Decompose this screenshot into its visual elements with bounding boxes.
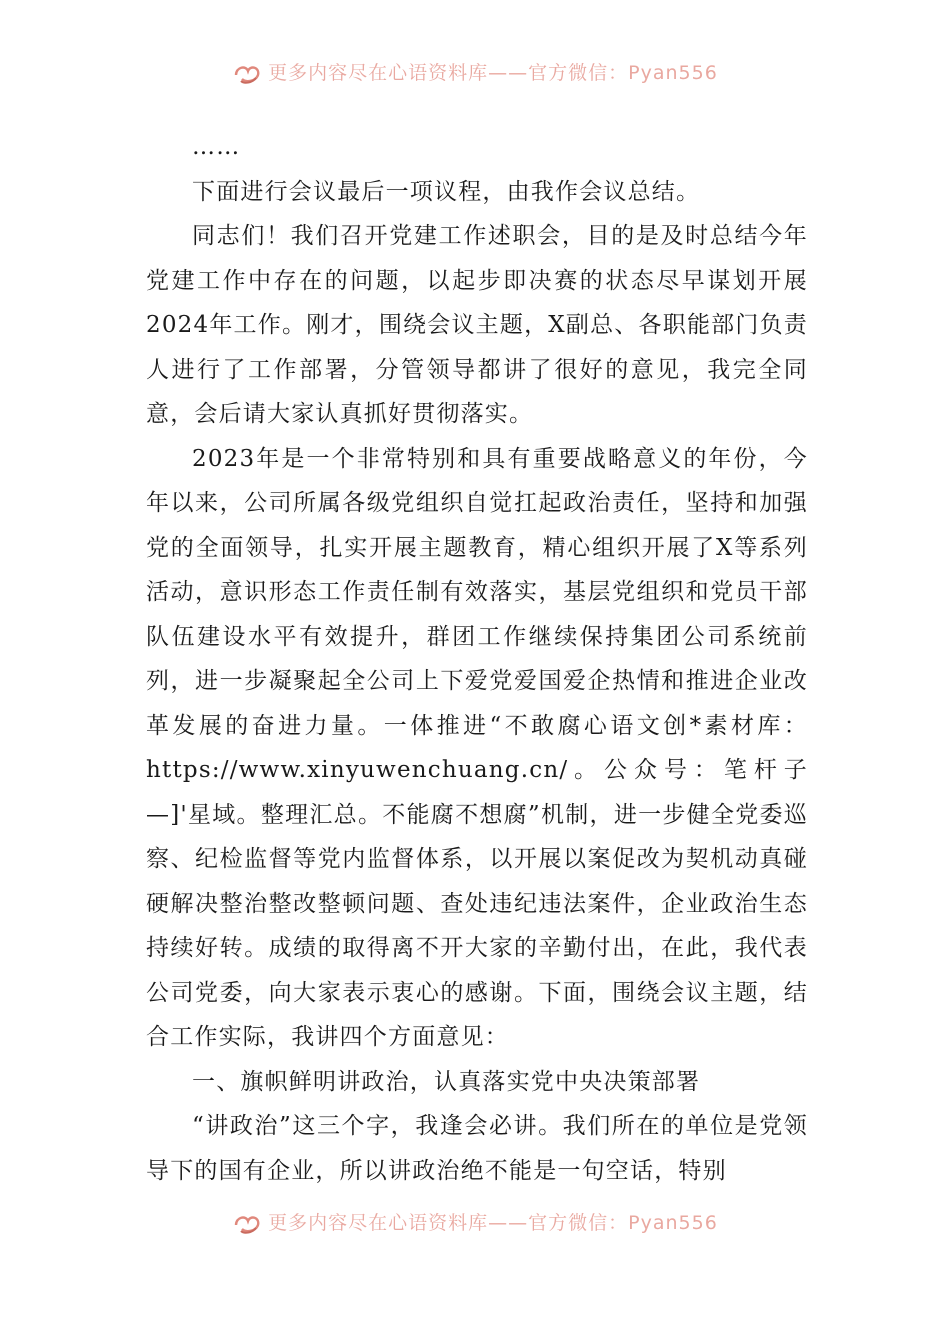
header-watermark	[0, 58, 950, 85]
watermark-text: 更多内容尽在心语资料库——官方微信：Pyan556	[268, 1212, 718, 1234]
logo-icon	[232, 63, 262, 85]
paragraph-opening: 同志们！我们召开党建工作述职会，目的是及时总结今年党建工作中存在的问题，以起步即决赛的状态尽早谋划开展2024年工作。刚才，围绕会议主题，X副总、各职能部门负责人进行了工作部署，分管领导都讲了很好的意见，我完全同意，会后请大家认真抓好贯彻落实。	[146, 223, 808, 427]
section-heading-1: 一、旗帜鲜明讲政治，认真落实党中央决策部署	[192, 1068, 701, 1095]
paragraph-politics: “讲政治”这三个字，我逢会必讲。我们所在的单位是党领导下的国有企业，所以讲政治绝不能是一句空话，特别	[146, 1113, 808, 1184]
document-body	[146, 125, 808, 1193]
paragraph-achievements: 2023年是一个非常特别和具有重要战略意义的年份，今年以来，公司所属各级党组织自觉扛起政治责任，坚持和加强党的全面领导，扎实开展主题教育，精心组织开展了X等系列活动，意识形态工作责任制有效落实，基层党组织和党员干部队伍建设水平有效提升，群团工作继续保持集团公司系统前列，进一步凝聚起全公司上下爱党爱国爱企热情和推进企业改革发展的奋进力量。一体推进“不敢腐心语文创*素材库：https://www.xinyuwenchuang.cn/。公众号：笔杆子—]'星域。整理汇总。不能腐不想腐”机制，进一步健全党委巡察、纪检监督等党内监督体系，以开展以案促改为契机动真碰硬解决整治整改整顿问题、查处违纪违法案件，企业政治生态持续好转。成绩的取得离不开大家的辛勤付出，在此，我代表公司党委，向大家表示衷心的感谢。下面，围绕会议主题，结合工作实际，我讲四个方面意见：	[146, 445, 808, 1050]
logo-icon	[232, 1213, 262, 1235]
footer-watermark	[0, 1208, 950, 1235]
paragraph-intro: 下面进行会议最后一项议程，由我作会议总结。	[192, 178, 701, 205]
paragraph-ellipsis: ……	[192, 134, 241, 160]
watermark-text: 更多内容尽在心语资料库——官方微信：Pyan556	[268, 62, 718, 84]
